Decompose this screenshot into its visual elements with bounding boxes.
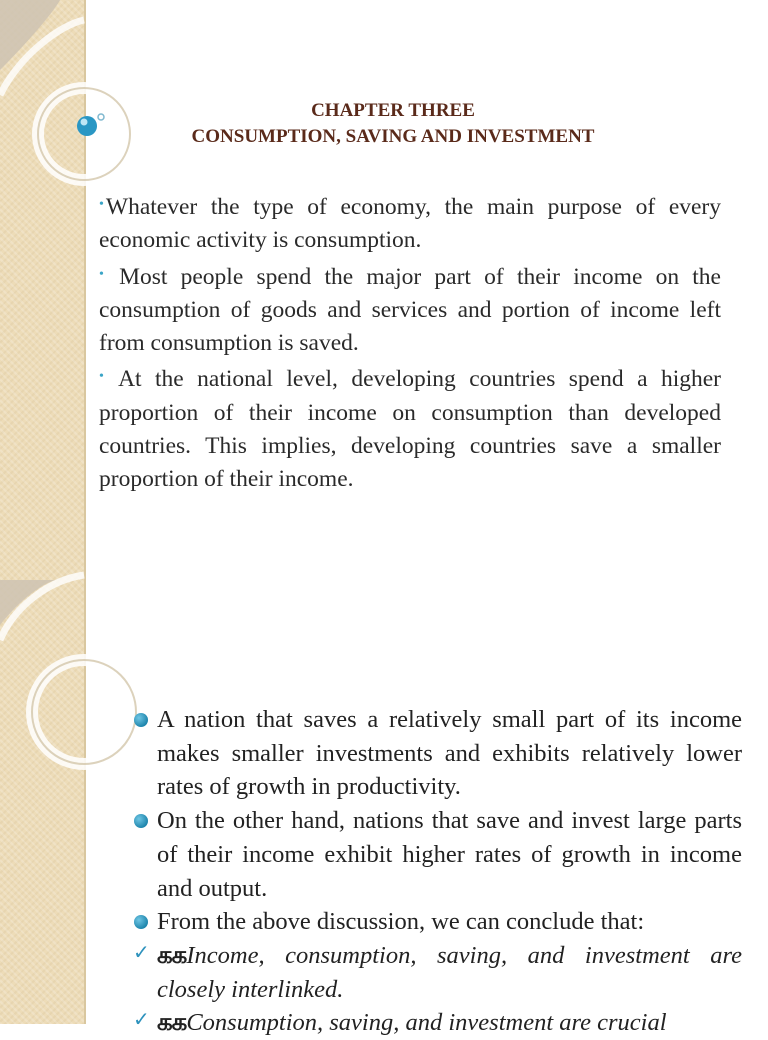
intro-paragraphs — [99, 188, 721, 497]
list-item-text: On the other hand, nations that save and invest large parts of their income exhibit higher rates of growth in income and output. — [157, 807, 742, 902]
bullet-dot: • — [99, 197, 104, 212]
paragraph-text: Most people spend the major part of their income on the consumption of goods and services and portion of income left from consumption is saved. — [99, 263, 721, 357]
checklist-prefix: கக — [157, 1009, 187, 1037]
bullet-dot: • — [99, 266, 104, 282]
chapter-subtitle: CONSUMPTION, SAVING AND INVESTMENT — [191, 126, 595, 147]
paragraph-text: Whatever the type of economy, the main purpose of every economic activity is consumption. — [99, 194, 721, 254]
bullet-circle-icon — [134, 915, 148, 929]
bullet-dot: • — [99, 369, 104, 385]
paragraph-text: At the national level, developing countries spend a higher proportion of their income on consumption than developed countries. This implies, developing countries save a smaller proportion of their income. — [99, 366, 721, 493]
paragraph-item — [99, 258, 721, 361]
checkmark-icon: ✓ — [133, 1009, 150, 1032]
checklist-item — [130, 1006, 742, 1040]
deco-ring-2-outline — [32, 660, 136, 764]
bullet-circle-icon — [134, 713, 148, 727]
list-item-text: From the above discussion, we can conclude that: — [157, 908, 645, 936]
bullet-circle-icon — [134, 814, 148, 828]
list-item — [130, 703, 742, 804]
checklist-prefix: கக — [157, 941, 187, 969]
conclusion-bullets — [130, 703, 742, 1040]
checklist-text: Consumption, saving, and investment are crucial — [186, 1009, 667, 1037]
chapter-title — [90, 98, 696, 150]
list-item-text: A nation that saves a relatively small part of its income makes smaller investments and exhibits relatively lower rates of growth in productivity. — [157, 706, 742, 801]
decorative-rings — [0, 0, 140, 1024]
paragraph-item — [99, 188, 721, 258]
checklist-text: Income, consumption, saving, and investment are closely interlinked. — [157, 941, 742, 1003]
checkmark-icon: ✓ — [133, 941, 150, 964]
paragraph-item — [99, 360, 721, 496]
checklist-item — [130, 939, 742, 1006]
orb-highlight — [81, 119, 88, 126]
list-item — [130, 804, 742, 905]
chapter-heading: CHAPTER THREE — [311, 100, 475, 121]
list-item — [130, 905, 742, 939]
